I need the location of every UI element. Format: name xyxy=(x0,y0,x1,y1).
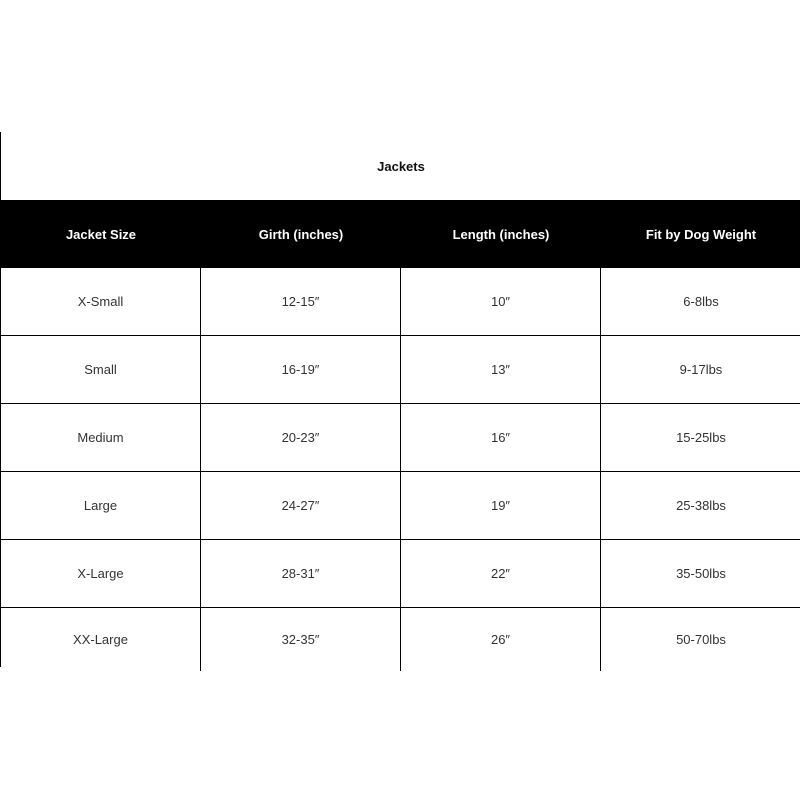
header-fit-by-weight: Fit by Dog Weight xyxy=(645,226,757,242)
cell-fit-by-weight: 35-50lbs xyxy=(676,566,726,581)
cell-fit-by-weight: 50-70lbs xyxy=(676,632,726,647)
cell-girth: 28-31″ xyxy=(201,540,401,607)
size-chart-table xyxy=(0,132,800,667)
cell-jacket-size: X-Large xyxy=(1,540,201,607)
cell-girth: 24-27″ xyxy=(201,472,401,539)
table-row xyxy=(1,268,800,336)
cell-girth: 16-19″ xyxy=(201,336,401,403)
table-title: Jackets xyxy=(377,158,425,174)
cell-length: 26″ xyxy=(401,608,601,671)
table-header-row xyxy=(1,200,800,268)
cell-jacket-size: Large xyxy=(1,472,201,539)
cell-fit-by-weight: 25-38lbs xyxy=(676,498,726,513)
cell-jacket-size: XX-Large xyxy=(1,608,201,671)
cell-jacket-size: X-Small xyxy=(1,268,201,335)
cell-girth: 12-15″ xyxy=(201,268,401,335)
cell-length: 16″ xyxy=(401,404,601,471)
cell-jacket-size: Small xyxy=(1,336,201,403)
cell-length: 19″ xyxy=(401,472,601,539)
table-row xyxy=(1,404,800,472)
header-length: Length (inches) xyxy=(452,226,550,242)
cell-jacket-size: Medium xyxy=(1,404,201,471)
cell-fit-by-weight: 6-8lbs xyxy=(683,294,719,309)
cell-girth: 32-35″ xyxy=(201,608,401,671)
cell-girth: 20-23″ xyxy=(201,404,401,471)
table-body xyxy=(1,268,800,671)
cell-length: 10″ xyxy=(401,268,601,335)
header-girth: Girth (inches) xyxy=(258,226,344,242)
cell-fit-by-weight: 15-25lbs xyxy=(676,430,726,445)
cell-length: 22″ xyxy=(401,540,601,607)
table-row xyxy=(1,540,800,608)
table-row xyxy=(1,472,800,540)
table-row xyxy=(1,336,800,404)
header-jacket-size: Jacket Size xyxy=(65,226,137,242)
cell-length: 13″ xyxy=(401,336,601,403)
cell-fit-by-weight: 9-17lbs xyxy=(679,362,723,377)
table-row xyxy=(1,608,800,671)
